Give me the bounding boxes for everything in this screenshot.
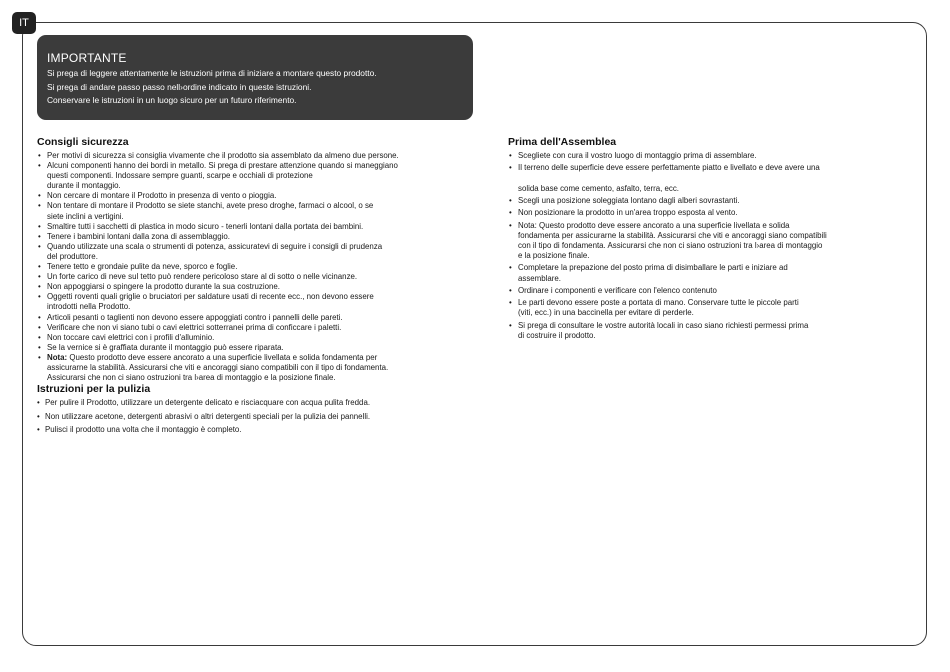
cleaning-title: Istruzioni per la pulizia xyxy=(37,383,151,396)
list-item: • Quando utilizzate una scala o strumenti di potenza, assicuratevi di seguire i consigli di prudenza del produttore. xyxy=(37,242,487,262)
list-item: • Tenere tetto e grondaie pulite da neve, sporco e foglie. xyxy=(37,262,487,272)
list-item: • Il terreno delle superficie deve essere perfettamente piatto e livellato e deve avere una solida base come cemento, asfalto, terra, ecc. xyxy=(508,163,898,193)
important-notice xyxy=(37,35,473,120)
list-item: • Ordinare i componenti e verificare con l'elenco contenuto xyxy=(508,286,898,296)
list-item: • Per motivi di sicurezza si consiglia vivamente che il prodotto sia assemblato da almeno due persone. xyxy=(37,151,487,161)
list-item: • Non posizionare la prodotto in un'area troppo esposta al vento. xyxy=(508,208,898,218)
note-text: Questo prodotto deve essere ancorato a una superficie livellata e solida fondamenta per assicurarne la stabilità. Assicurarsi che viti e ancoraggi siano compatibili con il tipo di fondamenta. Assicurarsi che non ci siano ostruzioni tra l›area di montaggio e la posizione finale. xyxy=(47,352,389,383)
before-assembly-title: Prima dell'Assemblea xyxy=(508,136,617,148)
list-item: • Se la vernice si è graffiata durante il montaggio può essere riparata. xyxy=(37,343,487,353)
notice-line: Si prega di leggere attentamente le istruzioni prima di iniziare a montare questo prodotto. xyxy=(47,68,377,78)
list-item: • Per pulire il Prodotto, utilizzare un detergente delicato e risciacquare con acqua pulita fredda. xyxy=(37,398,487,408)
list-item: • Non tentare di montare il Prodotto se siete stanchi, avete preso droghe, farmaci o alcool, o se siete inclini a vertigini. xyxy=(37,201,487,221)
safety-list xyxy=(37,151,487,383)
list-item: • Articoli pesanti o taglienti non devono essere appoggiati contro i pannelli delle pareti. xyxy=(37,313,487,323)
note-item xyxy=(37,353,487,383)
list-item: • Non toccare cavi elettrici con i profili d'alluminio. xyxy=(37,333,487,343)
list-item: • Alcuni componenti hanno dei bordi in metallo. Si prega di prestare attenzione quando si maneggiano questi componenti. Indossare sempre guanti, scarpe e occhiali di protezione durante il montaggio. xyxy=(37,161,487,191)
notice-line: Conservare le istruzioni in un luogo sicuro per un futuro riferimento. xyxy=(47,95,297,105)
list-item: • Non appoggiarsi o spingere la prodotto durante la sua costruzione. xyxy=(37,282,487,292)
list-item: • Scegli una posizione soleggiata lontano dagli alberi sovrastanti. xyxy=(508,196,898,206)
list-item: • Pulisci il prodotto una volta che il montaggio è completo. xyxy=(37,425,487,435)
right-column xyxy=(508,136,898,343)
list-item: • Smaltire tutti i sacchetti di plastica in modo sicuro - tenerli lontani dalla portata dei bambini. xyxy=(37,222,487,232)
list-item: • Le parti devono essere poste a portata di mano. Conservare tutte le piccole parti (viti, ecc.) in una baccinella per evitare di perderle. xyxy=(508,298,898,318)
list-item: • Verificare che non vi siano tubi o cavi elettrici sotterranei prima di conficcare i paletti. xyxy=(37,323,487,333)
safety-title: Consigli sicurezza xyxy=(37,136,129,148)
list-item: • Nota: Questo prodotto deve essere ancorato a una superficie livellata e solida fondamenta per assicurarne la stabilità. Assicurarsi che viti e ancoraggi siano compatibili con il tipo di fondamenta. Assicurarsi che non ci siano ostruzioni tra l›area di montaggio e la posizione finale. xyxy=(508,221,898,261)
list-item: • Tenere i bambini lontani dalla zona di assemblaggio. xyxy=(37,232,487,242)
list-item: • Non cercare di montare il Prodotto in presenza di vento o pioggia. xyxy=(37,191,487,201)
list-item: • Completare la prepazione del posto prima di disimballare le parti e iniziare ad assemblare. xyxy=(508,263,898,283)
list-item: • Non utilizzare acetone, detergenti abrasivi o altri detergenti speciali per la pulizia dei pannelli. xyxy=(37,412,487,422)
list-item: • Oggetti roventi quali griglie o bruciatori per saldature usati di recente ecc., non devono essere introdotti nella Prodotto. xyxy=(37,292,487,312)
list-item: • Scegliete con cura il vostro luogo di montaggio prima di assemblare. xyxy=(508,151,898,161)
list-item: • Si prega di consultare le vostre autorità locali in caso siano richiesti permessi prima di costruire il prodotto. xyxy=(508,321,898,341)
language-tab: IT xyxy=(12,12,36,34)
left-column xyxy=(37,136,487,439)
before-assembly-list xyxy=(508,151,898,341)
cleaning-list xyxy=(37,398,487,435)
notice-title: IMPORTANTE xyxy=(47,51,127,65)
notice-line: Si prega di andare passo passo nell›ordine indicato in queste istruzioni. xyxy=(47,81,312,92)
note-label: Nota: xyxy=(47,352,68,362)
list-item: • Un forte carico di neve sul tetto può rendere pericoloso stare al di sotto o nelle vicinanze. xyxy=(37,272,487,282)
